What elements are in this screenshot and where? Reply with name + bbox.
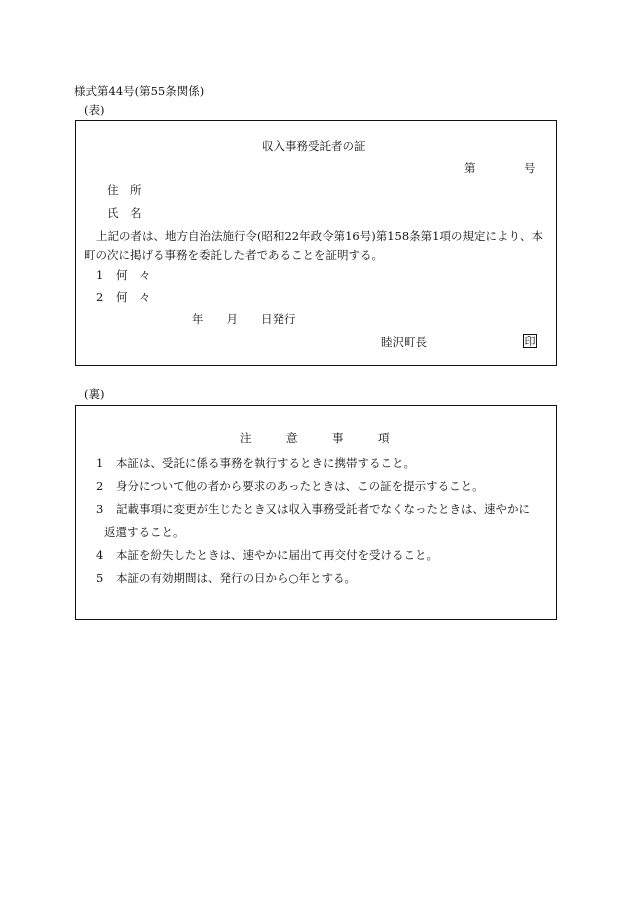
- item-2-text: 何 々: [116, 290, 151, 304]
- note-number: 1: [96, 456, 104, 470]
- note-number: 2: [96, 479, 104, 493]
- issue-date: 年 月 日発行: [192, 312, 296, 326]
- seal-mark: 印: [524, 335, 536, 348]
- note-number: 5: [96, 571, 104, 585]
- note-text-continued: 返還すること。: [104, 525, 185, 539]
- form-number: 様式第44号(第55条関係): [74, 84, 205, 98]
- notes-title: 注 意 事 項: [240, 431, 390, 445]
- note-text: 本証は、受託に係る事務を執行するときに携帯すること。: [116, 456, 415, 470]
- item-1-number: 1: [96, 268, 104, 282]
- note-text: 本証の有効期間は、発行の日から○年とする。: [116, 571, 357, 585]
- body-line-2: 町の次に掲げる事務を委託した者であることを証明する。: [84, 248, 383, 262]
- note-text: 本証を紛失したときは、速やかに届出て再交付を受けること。: [116, 548, 438, 562]
- certificate-title: 収入事務受託者の証: [262, 139, 366, 153]
- number-go: 号: [524, 161, 536, 175]
- item-2-number: 2: [96, 290, 104, 304]
- body-line-1: 上記の者は、地方自治法施行令(昭和22年政令第16号)第158条第1項の規定により、本: [96, 229, 544, 243]
- address-label: 住 所: [107, 183, 142, 197]
- front-card: [75, 120, 557, 366]
- name-label: 氏 名: [107, 206, 142, 220]
- note-text: 身分について他の者から要求のあったときは、この証を提示すること。: [116, 479, 484, 493]
- number-dai: 第: [464, 161, 476, 175]
- note-text: 記載事項に変更が生じたとき又は収入事務受託者でなくなったときは、速やかに: [116, 502, 530, 516]
- note-number: 4: [96, 548, 104, 562]
- issuer-title: 睦沢町長: [381, 335, 427, 349]
- note-number: 3: [96, 502, 104, 516]
- item-1-text: 何 々: [116, 268, 151, 282]
- back-label: (裏): [84, 387, 105, 401]
- front-label: (表): [84, 103, 105, 117]
